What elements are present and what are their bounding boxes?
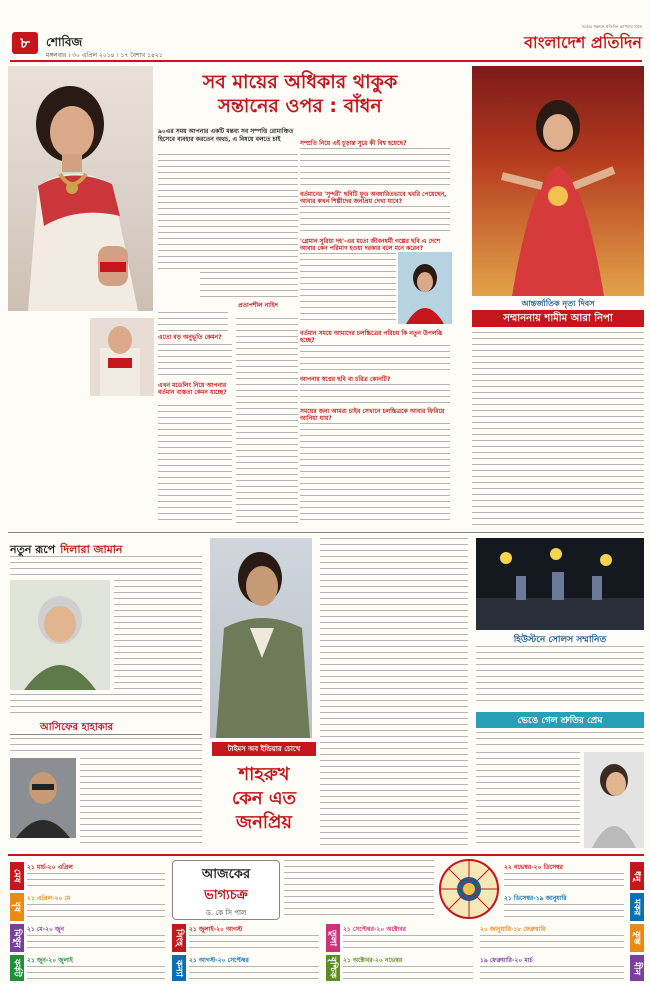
sign-dates-aquarius: ২০ জানুয়ারি-১৮ ফেব্রুয়ারি (480, 926, 546, 933)
lead-col2-body-mid (236, 318, 298, 524)
sign-tab-sagittarius: ধনু (630, 862, 644, 890)
sign-tab-gemini: মিথুন (10, 924, 24, 952)
sign-text-taurus (27, 904, 165, 922)
lead-col2-subhead-4: বর্তমান সময়ে আমাদের চলচ্চিত্রের পরিচয় কি নতুন উপলব্ধি হচ্ছে? (300, 330, 443, 344)
lead-col2-subhead-1: সম্প্রতি নিয়ে এই চূড়ান্ত সুরে কী বিশ্ব হয়েছে? (300, 140, 407, 147)
header-rule (10, 60, 642, 62)
sign-dates-aries: ২১ মার্চ-২০ এপ্রিল (27, 864, 73, 871)
page-header (0, 0, 650, 58)
srk-body (320, 538, 468, 848)
shruti-body-a (476, 732, 644, 750)
dance-day-label: আন্তর্জাতিক নৃত্য দিবস (521, 299, 595, 308)
dilara-title-a: নতুন রূপে (10, 543, 56, 556)
dilara-body-c (10, 694, 202, 714)
sign-dates-taurus: ২১ এপ্রিল-২০ মে (27, 895, 71, 902)
sign-text-scorpio (343, 966, 473, 982)
sign-text-leo (189, 935, 319, 953)
sign-box-sagittarius (504, 862, 644, 890)
lead-highlight-quote (200, 272, 298, 298)
houston-title: হিউস্টনে সোলস সম্মানিত (513, 635, 607, 645)
sign-box-scorpio (326, 955, 476, 981)
sign-text-libra (343, 935, 473, 953)
masthead-tagline: সত্যের সন্ধানে প্রতিদিন আপনার সাথে (581, 24, 642, 29)
srk-headline-2: কেন এত (231, 788, 297, 809)
sign-text-virgo (189, 966, 319, 982)
man-smiling-illustration (210, 538, 312, 738)
asif-title: আসিফের হাহাকার (40, 722, 114, 733)
sign-dates-leo: ২১ জুলাই-২০ আগস্ট (189, 926, 243, 933)
dateline: মঙ্গলবার । ৩০ এপ্রিল ২০১৪ । ১৭ বৈশাখ ১৪২১ (46, 52, 163, 59)
dancer-illustration (472, 66, 644, 296)
sign-tab-pisces: মীন (630, 955, 644, 981)
sign-box-virgo (172, 955, 322, 981)
sign-tab-aries: মেষ (10, 862, 24, 890)
asif-body-b (80, 758, 202, 848)
lead-lede: ৯০এর সময় আপনার একটি মন্তব্য সব সম্পত্তি রোমাঞ্চিত হিসেবে ব্যবহার করতেন অথচ, এ বিষয়ে বলতে চাই (158, 128, 294, 143)
sign-text-gemini (27, 935, 165, 953)
sign-box-aries (10, 862, 168, 890)
sign-dates-gemini: ২১ মে-২০ জুন (27, 926, 64, 933)
sign-box-aquarius (480, 924, 644, 952)
dilara-title-b: দিলারা জামান (60, 543, 123, 556)
sign-text-capricorn (504, 904, 624, 922)
srk-photo (210, 538, 312, 738)
woman-profile-illustration (584, 752, 644, 848)
srk-kicker: টাইমস অব ইন্ডিয়ার চোখে (212, 742, 316, 756)
sign-content-gemini (24, 924, 168, 952)
sign-content-aries (24, 862, 168, 890)
dilara-body-b (114, 580, 202, 690)
lead-body-col1d (158, 405, 232, 525)
horoscope-title-box (172, 860, 280, 920)
shruti-photo (584, 752, 644, 848)
dance-body (472, 332, 644, 526)
sign-text-aquarius (480, 935, 624, 953)
woman-hand-illustration (90, 318, 154, 396)
horoscope-title-b: ভাগ্যচক্র (204, 888, 248, 903)
lead-col2-subhead-5: আপনার স্বপ্নের ছবি বা চরিত্র কোনটি? (300, 376, 391, 383)
lead-col2-body-3 (300, 253, 396, 325)
sign-tab-taurus: বৃষ (10, 893, 24, 921)
sign-box-leo (172, 924, 322, 952)
sign-content-pisces (480, 955, 630, 981)
srk-headline-1: শাহরুখ (238, 764, 290, 785)
sign-text-cancer (27, 966, 165, 982)
sign-tab-scorpio: বৃশ্চিক (326, 955, 340, 981)
zodiac-wheel-icon (438, 858, 500, 920)
lead-headline-line2: সন্তানের ওপর : বাঁধন (218, 95, 382, 117)
sign-box-pisces (480, 955, 644, 981)
srk-headline-3: জনপ্রিয় (235, 812, 293, 833)
lead-headline (150, 70, 450, 118)
sign-dates-pisces: ১৯ ফেব্রুয়ারি-২০ মার্চ (480, 957, 533, 964)
man-portrait-illustration (10, 758, 76, 838)
divider-mid (8, 532, 644, 533)
lead-col2-body-5 (300, 384, 450, 406)
shruti-body-b (476, 752, 580, 848)
sign-content-virgo (186, 955, 322, 981)
lead-col2-body-6 (300, 423, 450, 525)
sign-dates-libra: ২১ সেপ্টেম্বর-২০ অক্টোবর (343, 926, 406, 933)
lead-col2-body-2 (300, 206, 450, 236)
lead-headline-line1: সব মায়ের অধিকার থাকুক (202, 71, 398, 93)
masthead: বাংলাদেশ প্রতিদিন (524, 33, 642, 52)
sign-tab-aquarius: কুম্ভ (630, 924, 644, 952)
lead-subhead-1: এতো বড় অনুভূতি কেমন? (158, 334, 222, 341)
lead-col2-subhead-2: বর্তমানের 'সুন্দরী' ছবিটি ফুড অবধারিতভাবে খবরি পেয়েছেন, আবার কখন শিল্পীদের জনপ্রিয় দেখা যাবে? (300, 191, 447, 205)
lead-byline: প্রতাপশীল নাহিদ (238, 302, 278, 309)
badhon-small-photo (398, 252, 452, 324)
houston-photo (476, 538, 644, 630)
elderly-woman-illustration (10, 580, 110, 690)
sign-content-cancer (24, 955, 168, 981)
dancer-photo (472, 66, 644, 296)
sign-dates-virgo: ২১ আগস্ট-২০ সেপ্টেম্বর (189, 957, 249, 964)
sign-content-libra (340, 924, 476, 952)
sign-content-scorpio (340, 955, 476, 981)
sign-text-pisces (480, 966, 624, 982)
concert-stage-illustration (476, 538, 644, 630)
sign-content-sagittarius (504, 862, 630, 890)
dilara-photo (10, 580, 110, 690)
asif-photo (10, 758, 76, 838)
woman-portrait-illustration (8, 66, 153, 311)
lead-body-col1c (158, 344, 232, 380)
lead-col2-subhead-3: 'গ্রেমান সুরিয়া দহ'-এর মতো জীবনধর্মী গল্পের ছবি এ দেশে আবার কেন পরিমাণ হওয়া দরকার বলে মনে করেন? (300, 238, 441, 252)
page-number-badge: ৮ (12, 32, 38, 54)
sign-box-capricorn (504, 893, 644, 921)
shruti-title: ভেঙে গেল শ্রুতির প্রেম (517, 716, 603, 726)
lead-col2-body-1 (300, 148, 450, 190)
sign-box-cancer (10, 955, 168, 981)
zodiac-wheel (438, 858, 500, 920)
sign-tab-libra: তুলা (326, 924, 340, 952)
horoscope-author: ড. কে সি পাল (205, 909, 247, 917)
sign-content-leo (186, 924, 322, 952)
badhon-photo (8, 66, 153, 311)
sign-tab-leo: সিংহ (172, 924, 186, 952)
lead-col2-body-4 (300, 345, 450, 373)
sign-box-taurus (10, 893, 168, 921)
badhon-inset-photo (90, 318, 154, 396)
section-name: শোবিজ (46, 35, 83, 49)
sign-content-capricorn (504, 893, 630, 921)
horoscope-title-a: আজকের (201, 867, 251, 882)
sign-tab-cancer: কর্কট (10, 955, 24, 981)
dilara-body-a (10, 556, 202, 578)
sign-box-gemini (10, 924, 168, 952)
dance-title: সম্মাননায় শামীম আরা নিপা (503, 313, 613, 324)
sign-dates-cancer: ২১ জুন-২০ জুলাই (27, 957, 73, 964)
houston-body (476, 646, 644, 706)
sign-tab-capricorn: মকর (630, 893, 644, 921)
lead-body-col1 (158, 154, 298, 274)
sign-dates-sagittarius: ২২ নভেম্বর-২০ ডিসেম্বর (504, 864, 563, 871)
sign-dates-scorpio: ২১ অক্টোবর-২০ নভেম্বর (343, 957, 403, 964)
sign-tab-virgo: কন্যা (172, 955, 186, 981)
lead-col2-subhead-6: সময়ের জন্য আমরা চাইব সেখানে চলচ্চিত্রকে আবার ফিরিয়ে আনিয়া যায়? (300, 408, 445, 422)
lead-body-col1b (158, 312, 228, 334)
lead-subhead-2: এখন মডেলিং নিয়ে আপনার বর্তমান ব্যস্ততা কেমন যাচ্ছে? (158, 382, 227, 396)
sign-dates-capricorn: ২১ ডিসেম্বর-১৯ জানুয়ারি (504, 895, 567, 902)
sign-text-aries (27, 873, 165, 891)
asif-body-a (10, 738, 202, 756)
sign-text-sagittarius (504, 873, 624, 891)
sign-content-taurus (24, 893, 168, 921)
sign-content-aquarius (480, 924, 630, 952)
sign-box-libra (326, 924, 476, 952)
horoscope-intro (284, 860, 434, 918)
woman-small-illustration (398, 252, 452, 324)
